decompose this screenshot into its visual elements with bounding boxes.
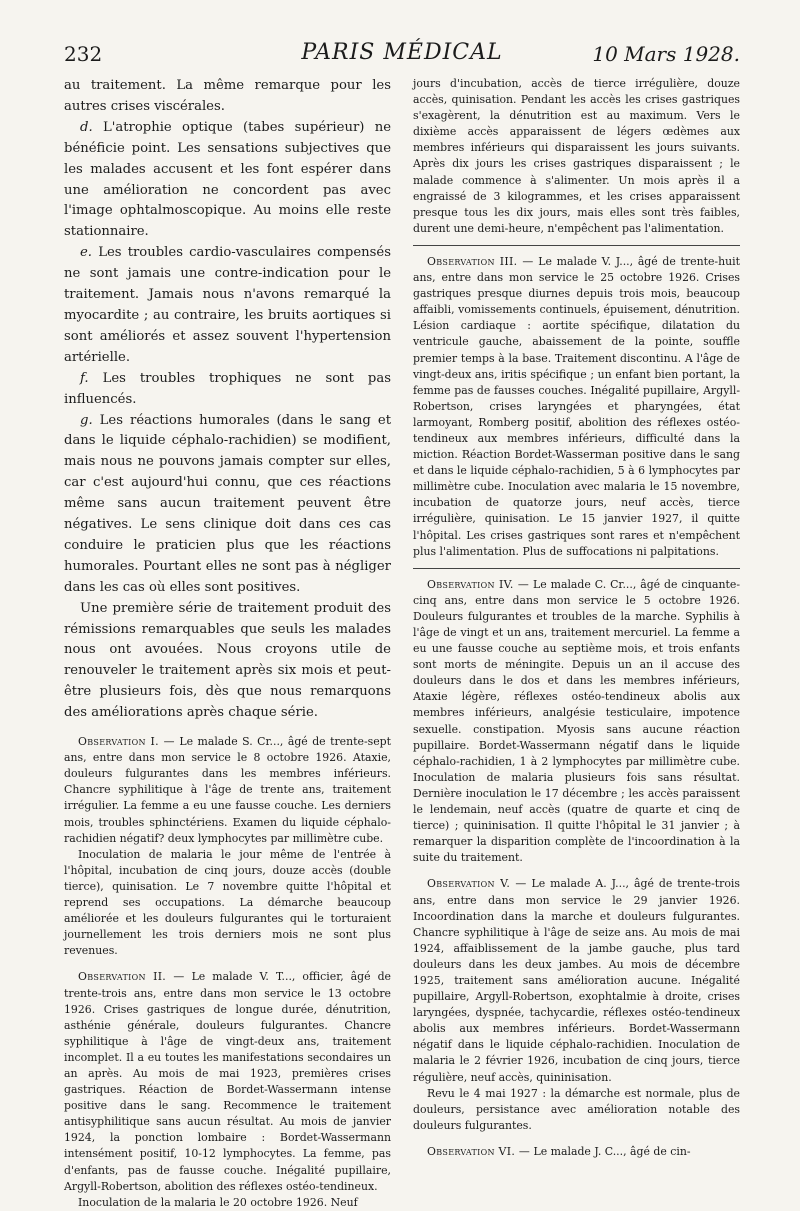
item-text-g: Les réactions humorales (dans le sang et dans le liquide céphalo-rachidien) se modifient, mais nous ne pouvons jamais compter sur elles, car c'est aujourd'hui connu, que ces réactions même sans aucun traitement peuvent être négatives. Le sens clinique doit dans ces cas conduire le praticien plus que les réactions humorales. Pourtant elles ne sont pas à négliger dans les cas où elles sont positives.: [64, 412, 391, 595]
item-label-f: f.: [80, 370, 89, 386]
observation-2-text: Le malade V. T..., officier, âgé de trente-trois ans, entre dans mon service le 13 octobre 1926. Crises gastriques de longue durée, dénutrition, asthénie générale, douleurs fulgurantes. Chancre syphilitique à l'âge de vingt-deux ans, traitement incomplet. Il a eu toutes les manifestations secondaires un an après. Au mois de mai 1923, premières crises gastriques. Réaction de Bordet-Wassermann intense positive dans le sang. Recommence le traitement antisyphilitique sans aucun résultat. Au mois de janvier 1924, la ponction lombaire : Bordet-Wassermann intensément positif, 10-12 lymphocytes. La femme, pas d'enfants, pas de fausse couche. Inégalité pupillaire, Argyll-Robertson, abolition des réflexes ostéo-tendineux.: [64, 970, 391, 1193]
observation-2-label: Observation II. —: [78, 970, 185, 984]
section-divider: [413, 568, 740, 569]
paragraph-g: [64, 411, 391, 599]
observation-4-label: Observation IV. —: [427, 577, 530, 591]
running-header: [64, 40, 740, 70]
observation-5-p2: Revu le 4 mai 1927 : la démarche est normale, plus de douleurs, persistance avec amélioration notable des douleurs fulgurantes.: [413, 1086, 740, 1132]
paragraph-e: [64, 243, 391, 368]
observation-5-label: Observation V. —: [427, 877, 527, 891]
observation-1-p2: Inoculation de malaria le jour même de l'entrée à l'hôpital, incubation de cinq jours, douze accès (double tierce), quinisation. Le 7 novembre quitte l'hôpital et reprend ses occupations. La démarche beaucoup améliorée et les douleurs fulgurantes qui le torturaient journellement les trois derniers mois ne sont plus revenues.: [64, 847, 391, 958]
observation-6-label: Observation VI. —: [427, 1144, 531, 1158]
observation-1-p1: [64, 734, 391, 847]
observation-3: [413, 254, 740, 560]
observation-2-p1: [64, 969, 391, 1194]
paragraph-f: [64, 369, 391, 411]
spacer: [64, 959, 391, 969]
observation-2: [64, 969, 391, 1210]
observation-6-p: [413, 1144, 740, 1160]
issue-date: 10 Mars 1928.: [592, 42, 740, 66]
observation-4-text: Le malade C. Cr..., âgé de cinquante-cinq ans, entre dans mon service le 5 octobre 1926. Douleurs fulgurantes et troubles de la marche. Syphilis à l'âge de vingt et un ans, traitement mercuriel. La femme a eu une fausse couche au septième mois, et trois enfants sont morts de méningite. Depuis un an il accuse des douleurs dans le dos et dans les membres inférieurs, Ataxie légère, réflexes ostéo-tendineux abolis aux membres inférieurs, analgésie testiculaire, impotence sexuelle. constipation. Myosis sans aucune réaction pupillaire. Bordet-Wassermann négatif dans le liquide céphalo-rachidien, 1 à 2 lymphocytes par millimètre cube. Inoculation de malaria plusieurs fois sans résultat. Dernière inoculation le 17 décembre ; les accès paraissent le lendemain, neuf accès (quatre de quarte et cinq de tierce) ; quininisation. Il quitte l'hôpital le 31 janvier ; à remarquer la disparition complète de l'incoordination à la suite du traitement.: [413, 577, 740, 865]
observation-2-p2: Inoculation de la malaria le 20 octobre 1926. Neuf: [78, 1195, 358, 1209]
spacer: [413, 866, 740, 876]
right-column: [413, 76, 740, 1160]
observation-2-continued-text: jours d'incubation, accès de tierce irrégulière, douze accès, quinisation. Pendant les accès les crises gastriques s'exagèrent, la dénutrition est au maximum. Vers le dixième accès apparaissent de légers œdèmes aux membres inférieurs qui disparaissent les jours suivants. Après dix jours les crises gastriques disparaissent ; le malade commence à s'alimenter. Un mois après il a engraissé de 3 kilogrammes, et les crises apparaissent presque tous les dix jours, mais elles sont très faibles, durent une demi-heure, n'empêchent pas l'alimentation.: [413, 77, 740, 235]
journal-title: PARIS MÉDICAL: [301, 40, 503, 65]
body-text: [64, 76, 391, 724]
observation-1-label: Observation I. —: [78, 735, 175, 749]
observation-2-continued: [413, 76, 740, 237]
left-column: [64, 76, 391, 1211]
paragraph-d: [64, 118, 391, 243]
item-label-d: d.: [80, 119, 93, 135]
observation-3-p: [413, 254, 740, 560]
item-text-d: L'atrophie optique (tabes supérieur) ne bénéficie point. Les sensations subjectives que les malades accusent et les font espérer dans une amélioration ne concordent pas avec l'image ophtalmoscopique. Au moins elle reste stationnaire.: [64, 119, 392, 240]
observation-5: [413, 876, 740, 1134]
item-label-g: g.: [80, 412, 93, 428]
observation-3-text: Le malade V. J..., âgé de trente-huit ans, entre dans mon service le 25 octobre 1926. Crises gastriques presque diurnes depuis trois mois, beaucoup affaibli, vomissements continuels, épuisement, dénutrition. Lésion cardiaque : aortite spécifique, dilatation du ventricule gauche, abaissement de la pointe, souffle premier temps à la base. Traitement discontinu. A l'âge de vingt-deux ans, iritis spécifique ; un enfant bien portant, la femme pas de fausses couches. Inégalité pupillaire, Argyll-Robertson, crises laryngées et pharyngées, état larmoyant, Romberg positif, abolition des réflexes ostéo-tendineux aux membres inférieurs, difficulté dans la miction. Réaction Bordet-Wasserman positive dans le sang et dans le liquide céphalo-rachidien, 5 à 6 lymphocytes par millimètre cube. Inoculation avec malaria le 15 novembre, incubation de quatorze jours, neuf accès, tierce irrégulière, quinisation. Le 15 janvier 1927, il quitte l'hôpital. Les crises gastriques sont rares et n'empêchent plus l'alimentation. Plus de suffocations ni palpitations.: [413, 254, 740, 558]
spacer: [413, 1134, 740, 1144]
observation-1-text: Le malade S. Cr..., âgé de trente-sept ans, entre dans mon service le 8 octobre 1926. Ataxie, douleurs fulgurantes dans les membres inférieurs. Chancre syphilitique à l'âge de trente ans, traitement irrégulier. La femme a eu une fausse couche. Les derniers mois, troubles sphinctériens. Examen du liquide céphalo-rachidien négatif? deux lymphocytes par millimètre cube.: [64, 735, 392, 845]
page-number: 232: [64, 42, 103, 66]
observation-4: [413, 577, 740, 867]
item-text-f: Les troubles trophiques ne sont pas influencés.: [64, 370, 391, 407]
observation-6-text: Le malade J. C..., âgé de cin-: [533, 1144, 691, 1158]
observation-6: [413, 1144, 740, 1160]
observation-3-label: Observation III. —: [427, 254, 534, 268]
paragraph-series: Une première série de traitement produit des rémissions remarquables que seuls les malades nous ont avouées. Nous croyons utile de renouveler le traitement après six mois et peut-être plusieurs fois, dès que nous remarquons des améliorations après chaque série.: [64, 600, 391, 721]
section-divider: [413, 245, 740, 246]
item-label-e: e.: [80, 245, 92, 261]
observation-4-p: [413, 577, 740, 867]
spacer: [64, 724, 391, 734]
observation-1: [64, 734, 391, 959]
observation-5-text: Le malade A. J..., âgé de trente-trois ans, entre dans mon service le 29 janvier 1926. Incoordination dans la marche et douleurs fulgurantes. Chancre syphilitique à l'âge de seize ans. Au mois de mai 1924, affaiblissement de la jambe gauche, plus tard douleurs dans les deux jambes. Au mois de décembre 1925, traitement sans amélioration aucune. Inégalité pupillaire, Argyll-Robertson, exophtalmie à droite, crises laryngées, dyspnée, tachycardie, réflexes ostéo-tendineux abolis aux membres inférieurs. Bordet-Wassermann négatif dans le liquide céphalo-rachidien. Inoculation de malaria le 2 février 1926, incubation de cinq jours, tierce régulière, neuf accès, quininisation.: [413, 877, 741, 1084]
observation-5-p1: [413, 876, 740, 1085]
item-text-e: Les troubles cardio-vasculaires compensés ne sont jamais une contre-indication pour le traitement. Jamais nous n'avons remarqué la myocardite ; au contraire, les bruits aortiques si sont améliorés et assez souvent l'hypertension artérielle.: [64, 245, 391, 365]
paragraph-intro-continued: au traitement. La même remarque pour les autres crises viscérales.: [64, 78, 391, 114]
